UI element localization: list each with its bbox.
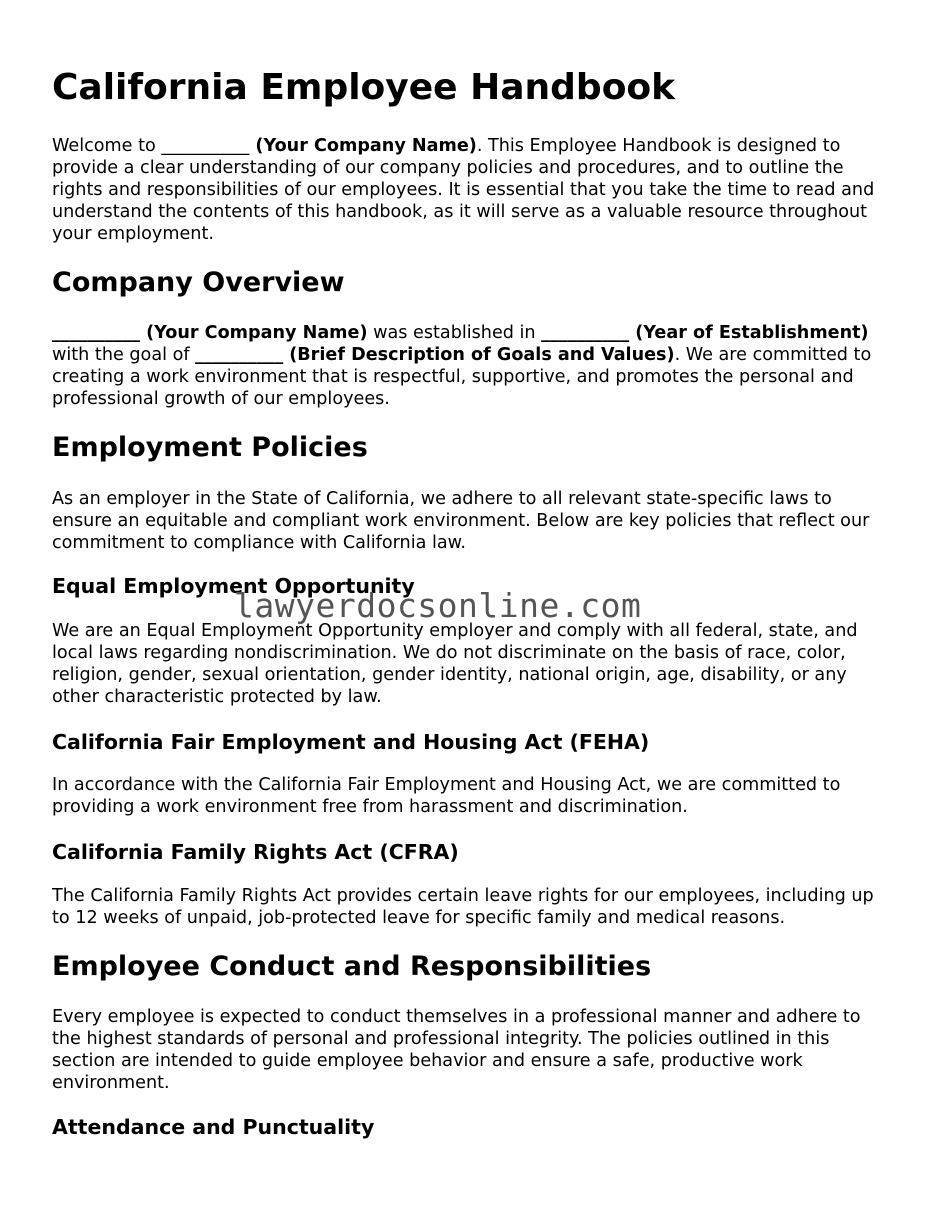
overview-field-3 — [195, 345, 674, 365]
feha-heading: California Fair Employment and Housing Act (FEHA) — [52, 730, 650, 754]
cfra-paragraph: The California Family Rights Act provides certain leave rights for our employees, including up to 12 weeks of unpaid, job-protected leave for specific family and medical reasons. — [52, 886, 874, 928]
employment-policies-heading: Employment Policies — [52, 432, 368, 463]
company-overview-paragraph — [52, 322, 892, 410]
cfra-heading: California Family Rights Act (CFRA) — [52, 840, 459, 864]
document-title: California Employee Handbook — [52, 67, 676, 108]
overview-text-2: with the goal of — [52, 345, 196, 365]
company-name-blank — [161, 136, 477, 156]
company-overview-heading: Company Overview — [52, 267, 345, 298]
overview-field-1-label: (Your Company Name) — [139, 323, 368, 343]
feha-paragraph: In accordance with the California Fair Employment and Housing Act, we are committed to providing a work environment free from harassment and discrimination. — [52, 775, 841, 817]
overview-field-1 — [52, 323, 368, 343]
overview-field-2 — [541, 323, 868, 343]
employment-policies-paragraph: As an employer in the State of California, we adhere to all relevant state-specific laws to ensure an equitable and compliant work environment. Below are key policies that reflect our commitment to compliance with California law. — [52, 489, 870, 553]
watermark-text: lawyerdocsonline.com — [234, 586, 642, 625]
eeo-heading: Equal Employment Opportunity — [52, 574, 415, 598]
attendance-heading: Attendance and Punctuality — [52, 1115, 375, 1139]
overview-blank-3: __________ — [195, 345, 284, 365]
conduct-paragraph: Every employee is expected to conduct themselves in a professional manner and adhere to the highest standards of personal and professional integrity. The policies outlined in this section are intended to guide employee behavior and ensure a safe, productive work environment. — [52, 1007, 861, 1093]
overview-text-3: . We are committed to creating a work environment that is respectful, supportive, and promotes the personal and professional growth of our employees. — [52, 345, 872, 409]
conduct-heading: Employee Conduct and Responsibilities — [52, 951, 652, 982]
overview-field-2-label: (Year of Establishment) — [629, 323, 869, 343]
overview-text-1: was established in — [367, 323, 542, 343]
company-name-line: __________ — [161, 136, 250, 156]
overview-field-3-label: (Brief Description of Goals and Values) — [283, 345, 675, 365]
overview-blank-2: __________ — [541, 323, 630, 343]
eeo-paragraph: We are an Equal Employment Opportunity employer and comply with all federal, state, and local laws regarding nondiscrimination. We do not discriminate on the basis of race, color, religion, gender, sexual orientation, gender identity, national origin, age, disability, or any other characteristic protected by law. — [52, 621, 858, 707]
intro-lead: Welcome to — [52, 136, 162, 156]
overview-blank-1: __________ — [52, 323, 140, 343]
company-name-field: (Your Company Name) — [249, 136, 477, 156]
intro-paragraph — [52, 135, 892, 245]
intro-rest: . This Employee Handbook is designed to provide a clear understanding of our company policies and procedures, and to outline the rights and responsibilities of our employees. It is essential that you take the time to read and understand the contents of this handbook, as it will serve as a valuable resource throughout your employment. — [52, 136, 875, 244]
